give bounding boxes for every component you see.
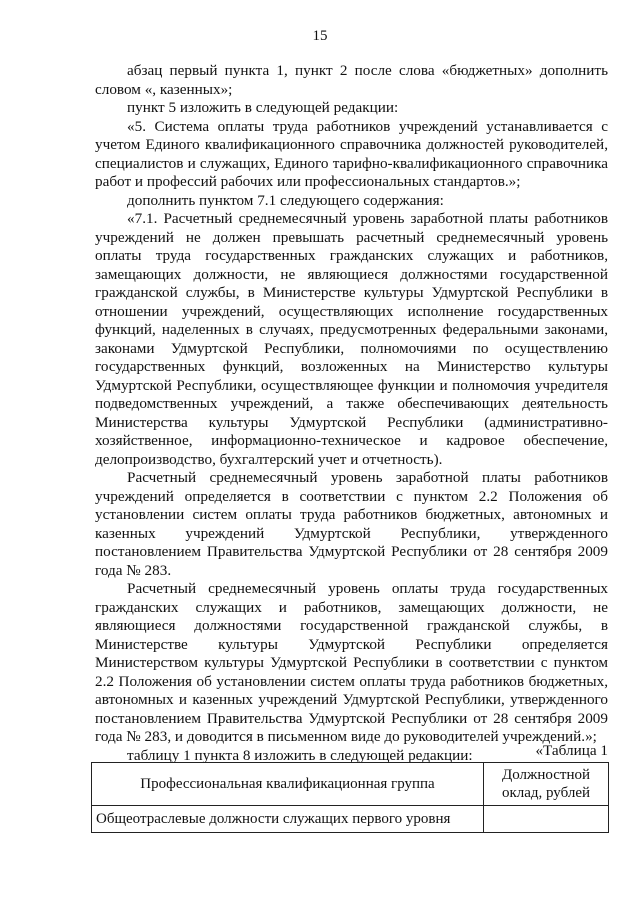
page-number: 15 <box>312 28 328 44</box>
table-header-row <box>92 763 609 806</box>
document-body <box>95 62 608 765</box>
paragraph: Расчетный среднемесячный уровень оплаты труда государственных гражданских служащих и работников, замещающих должности, не являющиеся должностями государственной гражданской службы, в Министерстве культуры Удмуртской Республики определяется Министерством культуры Удмуртской Республики в соответствии с пунктом 2.2 Положения об установлении систем оплаты труда работников бюджетных, автономных и казенных учреждений Удмуртской Республики, утвержденного постановлением Правительства Удмуртской Республики от 28 сентября 2009 года № 283, и доводится в письменном виде до руководителей учреждений.»; <box>95 580 608 745</box>
table-row <box>92 806 609 833</box>
paragraph: таблицу 1 пункта 8 изложить в следующей редакции: <box>127 746 473 764</box>
paragraph: «7.1. Расчетный среднемесячный уровень заработной платы работников учреждений не должен превышать расчетный среднемесячный уровень оплаты труда государственных гражданских служащих и работников, замещающих должности, не являющиеся должностями государственной гражданской службы, в Министерстве культуры Удмуртской Республики в отношении учреждений, осуществляющих исполнение государственных функций, наделенных в случаях, предусмотренных федеральными законами, законами Удмуртской Республики, полномочиями по осуществлению государственных функций, возложенных на Министерство культуры Удмуртской Республики, осуществляющее функции и полномочия учредителя подведомственных учреждений, а также обеспечивающих деятельность Министерства культуры Удмуртской Республики (административно-хозяйственное, информационно-техническое и кадровое обеспечение, делопроизводство, бухгалтерский учет и отчетность). <box>95 210 608 468</box>
table-cell-group: Общеотраслевые должности служащих первого уровня <box>92 806 484 833</box>
paragraph: Расчетный среднемесячный уровень заработной платы работников учреждений определяется в соответствии с пунктом 2.2 Положения об установлении систем оплаты труда работников бюджетных, автономных и казенных учреждений Удмуртской Республики, утвержденного постановлением Правительства Удмуртской Республики от 28 сентября 2009 года № 283. <box>95 469 608 579</box>
paragraph: дополнить пунктом 7.1 следующего содержания: <box>127 191 444 209</box>
salary-table <box>91 762 609 833</box>
header-salary: Должностной оклад, рублей <box>484 763 609 806</box>
paragraph: абзац первый пункта 1, пункт 2 после слова «бюджетных» дополнить словом «, казенных»; <box>95 62 608 98</box>
table-cell-salary <box>484 806 609 833</box>
paragraph: пункт 5 изложить в следующей редакции: <box>127 99 399 116</box>
paragraph: «5. Система оплаты труда работников учреждений устанавливается с учетом Единого квалификационного справочника должностей руководителей, специалистов и служащих, Единого тарифно-квалификационного справочника работ и профессий рабочих или профессиональных стандартов.»; <box>95 117 608 190</box>
table-caption: «Таблица 1 <box>535 742 608 759</box>
header-qualification-group: Профессиональная квалификационная группа <box>92 763 484 806</box>
